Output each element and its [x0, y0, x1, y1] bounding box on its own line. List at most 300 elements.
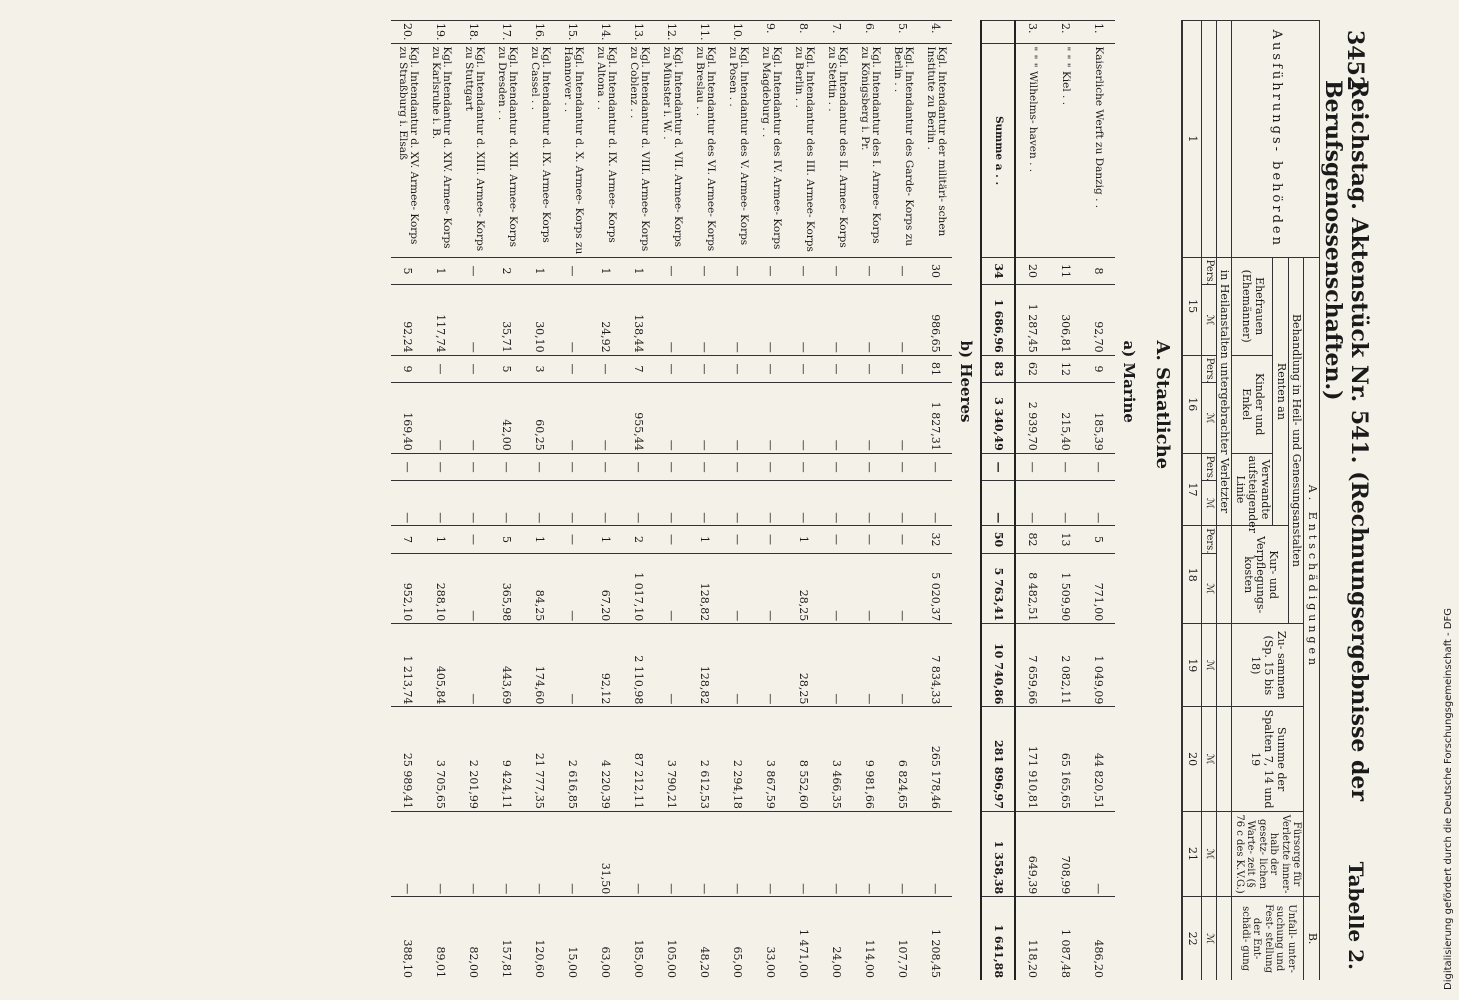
- header-kinder: Kinder und Enkel: [1232, 355, 1273, 453]
- cell-m20: 2 201,99: [457, 707, 490, 811]
- unit-mark: ℳ: [1202, 285, 1217, 355]
- cell-m17: —: [523, 481, 556, 526]
- cell-m18: —: [886, 553, 919, 623]
- cell-m18: —: [457, 553, 490, 623]
- table-row: [622, 21, 655, 981]
- cell-m20: 2 616,85: [556, 707, 589, 811]
- cell-m17: —: [655, 481, 688, 526]
- cell-p16: —: [787, 355, 820, 383]
- cell-p15: —: [853, 257, 886, 285]
- table-row: [886, 21, 919, 981]
- cell-m18: 5 763,41: [981, 553, 1015, 623]
- unit-mark: ℳ: [1202, 383, 1217, 453]
- col-number: 17: [1182, 453, 1202, 525]
- row-number: 8.: [787, 21, 820, 44]
- cell-m21: 708,99: [1049, 811, 1082, 896]
- cell-m17: —: [1015, 481, 1049, 526]
- cell-m17: —: [721, 481, 754, 526]
- row-name: Kgl. Intendantur d. VII. Armee- Korps zu Münster i. W. .: [655, 44, 688, 257]
- cell-m17: —: [919, 481, 952, 526]
- header-unfall: Unfall- unter- suchung und Fest- stellung der Ent- schädi- gung: [1232, 897, 1304, 980]
- cell-p16: 3: [523, 355, 556, 383]
- cell-m19: 128,82: [688, 624, 721, 707]
- cell-m19: —: [820, 624, 853, 707]
- cell-p15: —: [886, 257, 919, 285]
- cell-m22: 1 471,00: [787, 897, 820, 980]
- cell-m19: 405,84: [424, 624, 457, 707]
- cell-m18: —: [721, 553, 754, 623]
- cell-p18: —: [820, 526, 853, 554]
- table-row: [424, 21, 457, 981]
- row-name: " " " Kiel . .: [1049, 44, 1082, 257]
- cell-m18: 771,00: [1082, 553, 1115, 623]
- row-name: Kgl. Intendantur des VI. Armee- Korps zu Breslau . .: [688, 44, 721, 257]
- cell-m17: —: [589, 481, 622, 526]
- cell-m22: 120,60: [523, 897, 556, 980]
- cell-m18: 1 017,10: [622, 553, 655, 623]
- cell-m22: 114,00: [853, 897, 886, 980]
- section-heeres: b) Heeres: [957, 340, 976, 423]
- cell-m16: 1 827,31: [919, 383, 952, 453]
- cell-m21: —: [655, 811, 688, 896]
- table-row: [391, 21, 424, 981]
- cell-m22: 118,20: [1015, 897, 1049, 980]
- cell-m15: —: [556, 285, 589, 355]
- table-row: [589, 21, 622, 981]
- table-row: [688, 21, 721, 981]
- cell-m15: 92,24: [391, 285, 424, 355]
- cell-p17: —: [1015, 453, 1049, 481]
- cell-p16: 62: [1015, 355, 1049, 383]
- cell-m21: —: [622, 811, 655, 896]
- header-b: B.: [1304, 897, 1320, 980]
- table-row: [457, 21, 490, 981]
- row-number: 10.: [721, 21, 754, 44]
- col-number: 16: [1182, 355, 1202, 453]
- header-ausfuehrungsbehoerden: Ausführungs- behörden: [1232, 21, 1320, 258]
- cell-m22: 63,00: [589, 897, 622, 980]
- cell-m20: 25 989,41: [391, 707, 424, 811]
- unit-mark: ℳ: [1202, 553, 1217, 623]
- cell-m17: —: [1082, 481, 1115, 526]
- rotated-table-page: [20, 20, 1380, 980]
- cell-m20: 265 178,46: [919, 707, 952, 811]
- cell-m16: —: [457, 383, 490, 453]
- row-number: 17.: [490, 21, 523, 44]
- cell-m17: —: [391, 481, 424, 526]
- table-label: Tabelle 2.: [1344, 861, 1368, 970]
- cell-m17: —: [490, 481, 523, 526]
- cell-m22: 388,10: [391, 897, 424, 980]
- cell-p17: —: [886, 453, 919, 481]
- header-renten-an: Renten an: [1273, 257, 1289, 526]
- row-name: Kgl. Intendantur des Garde- Korps zu Berlin . .: [886, 44, 919, 257]
- row-name: Kgl. Intendantur des V. Armee- Korps zu Posen . .: [721, 44, 754, 257]
- unit-mark: ℳ: [1202, 624, 1217, 707]
- table-row: [490, 21, 523, 981]
- cell-m22: 486,20: [1082, 897, 1115, 980]
- cell-p18: 7: [391, 526, 424, 554]
- header-zusammen: Zu- sammen (Sp. 15 bis 18): [1232, 624, 1304, 707]
- cell-p17: —: [622, 453, 655, 481]
- cell-p18: 13: [1049, 526, 1082, 554]
- cell-m17: —: [1049, 481, 1082, 526]
- cell-m21: —: [523, 811, 556, 896]
- cell-m21: —: [1082, 811, 1115, 896]
- cell-m16: 2 939,70: [1015, 383, 1049, 453]
- cell-m21: —: [457, 811, 490, 896]
- cell-m18: 5 020,37: [919, 553, 952, 623]
- row-number: 13.: [622, 21, 655, 44]
- unit-pers: Pers.: [1202, 257, 1217, 285]
- results-table: [391, 20, 1320, 980]
- cell-m15: —: [886, 285, 919, 355]
- cell-m19: —: [655, 624, 688, 707]
- cell-m16: 169,40: [391, 383, 424, 453]
- cell-m15: 306,81: [1049, 285, 1082, 355]
- cell-p16: —: [556, 355, 589, 383]
- cell-p17: —: [589, 453, 622, 481]
- page-header: [1320, 20, 1372, 980]
- cell-m20: 6 824,65: [886, 707, 919, 811]
- cell-p16: —: [721, 355, 754, 383]
- cell-m22: 185,00: [622, 897, 655, 980]
- cell-m20: 9 424,11: [490, 707, 523, 811]
- cell-p16: 9: [1082, 355, 1115, 383]
- cell-m15: —: [754, 285, 787, 355]
- cell-m21: —: [919, 811, 952, 896]
- cell-m18: 67,20: [589, 553, 622, 623]
- cell-m16: 60,25: [523, 383, 556, 453]
- row-number: 12.: [655, 21, 688, 44]
- table-row: [523, 21, 556, 981]
- col-number: 21: [1182, 811, 1202, 896]
- cell-m15: —: [787, 285, 820, 355]
- cell-p16: —: [754, 355, 787, 383]
- cell-p18: 5: [490, 526, 523, 554]
- cell-m16: —: [688, 383, 721, 453]
- cell-m22: 33,00: [754, 897, 787, 980]
- table-row: [754, 21, 787, 981]
- cell-p17: —: [1082, 453, 1115, 481]
- row-number: 9.: [754, 21, 787, 44]
- cell-m17: —: [754, 481, 787, 526]
- cell-m20: 87 212,11: [622, 707, 655, 811]
- cell-p18: —: [853, 526, 886, 554]
- cell-p16: —: [589, 355, 622, 383]
- cell-p15: 1: [523, 257, 556, 285]
- row-number: 18.: [457, 21, 490, 44]
- cell-m21: —: [490, 811, 523, 896]
- col-number: 20: [1182, 707, 1202, 811]
- row-name: Kgl. Intendantur des II. Armee- Korps zu Stettin . .: [820, 44, 853, 257]
- cell-m19: 2 110,98: [622, 624, 655, 707]
- cell-p16: 83: [981, 355, 1015, 383]
- cell-m18: 128,82: [688, 553, 721, 623]
- cell-p16: —: [688, 355, 721, 383]
- cell-m18: 84,25: [523, 553, 556, 623]
- cell-m16: —: [754, 383, 787, 453]
- row-number: 4.: [919, 21, 952, 44]
- cell-p16: 7: [622, 355, 655, 383]
- cell-m15: —: [721, 285, 754, 355]
- row-number: 7.: [820, 21, 853, 44]
- cell-m15: —: [820, 285, 853, 355]
- header-blank: [1216, 21, 1232, 258]
- cell-p16: 81: [919, 355, 952, 383]
- cell-p15: 5: [391, 257, 424, 285]
- cell-p18: 1: [523, 526, 556, 554]
- cell-m15: 138,44: [622, 285, 655, 355]
- cell-p15: —: [721, 257, 754, 285]
- row-number: 5.: [886, 21, 919, 44]
- cell-m20: 3 790,21: [655, 707, 688, 811]
- cell-m15: 35,71: [490, 285, 523, 355]
- row-name: Kgl. Intendantur d. XV. Armee- Korps zu Straßburg i. Elsaß: [391, 44, 424, 257]
- cell-m15: 30,10: [523, 285, 556, 355]
- cell-m17: —: [688, 481, 721, 526]
- cell-m17: —: [787, 481, 820, 526]
- cell-m17: —: [457, 481, 490, 526]
- cell-p15: 8: [1082, 257, 1115, 285]
- cell-p16: —: [853, 355, 886, 383]
- cell-m16: —: [721, 383, 754, 453]
- cell-p16: 5: [490, 355, 523, 383]
- table-row: [1049, 21, 1082, 981]
- row-number: 20.: [391, 21, 424, 44]
- cell-p15: 1: [424, 257, 457, 285]
- cell-m18: —: [655, 553, 688, 623]
- row-number: 3.: [1015, 21, 1049, 44]
- cell-m17: —: [981, 481, 1015, 526]
- cell-m15: 92,70: [1082, 285, 1115, 355]
- cell-p17: —: [391, 453, 424, 481]
- table-row: [787, 21, 820, 981]
- cell-m16: —: [853, 383, 886, 453]
- cell-p18: 82: [1015, 526, 1049, 554]
- cell-m16: 215,40: [1049, 383, 1082, 453]
- header-in-heilanstalten: in Heilanstalten untergebrachter Verletzter: [1216, 257, 1232, 526]
- cell-m20: 2 612,53: [688, 707, 721, 811]
- cell-p17: —: [721, 453, 754, 481]
- cell-m16: 42,00: [490, 383, 523, 453]
- cell-m20: 44 820,51: [1082, 707, 1115, 811]
- cell-p18: —: [457, 526, 490, 554]
- cell-p15: 2: [490, 257, 523, 285]
- cell-p15: 1: [622, 257, 655, 285]
- cell-p17: —: [754, 453, 787, 481]
- cell-m19: 7 834,33: [919, 624, 952, 707]
- cell-m21: —: [853, 811, 886, 896]
- row-number: 15.: [556, 21, 589, 44]
- cell-m19: 92,12: [589, 624, 622, 707]
- header-entschaedigungen: A. Entschädigungen: [1304, 257, 1320, 897]
- cell-m19: —: [886, 624, 919, 707]
- cell-m15: 1 686,96: [981, 285, 1015, 355]
- cell-m22: 1 641,88: [981, 897, 1015, 980]
- cell-p15: —: [688, 257, 721, 285]
- cell-p15: —: [754, 257, 787, 285]
- col-number: 15: [1182, 257, 1202, 355]
- cell-m15: 986,65: [919, 285, 952, 355]
- header-heilanstalten: Behandlung in Heil- und Genesungsanstalten: [1288, 257, 1304, 624]
- cell-m18: 288,10: [424, 553, 457, 623]
- section-staatliche: A. Staatliche: [1151, 340, 1173, 470]
- cell-m22: 82,00: [457, 897, 490, 980]
- cell-m21: —: [721, 811, 754, 896]
- cell-m20: 3 867,59: [754, 707, 787, 811]
- page-number: 3452: [1342, 30, 1368, 92]
- cell-m15: —: [457, 285, 490, 355]
- cell-p15: —: [787, 257, 820, 285]
- cell-m16: —: [424, 383, 457, 453]
- cell-p18: 2: [622, 526, 655, 554]
- table-row: [919, 21, 952, 981]
- cell-m15: —: [655, 285, 688, 355]
- cell-m22: 24,00: [820, 897, 853, 980]
- row-number: 1.: [1082, 21, 1115, 44]
- cell-m19: —: [853, 624, 886, 707]
- cell-m18: —: [820, 553, 853, 623]
- cell-p17: —: [457, 453, 490, 481]
- cell-m19: 174,60: [523, 624, 556, 707]
- col-number: 22: [1182, 897, 1202, 980]
- row-name: Kgl. Intendantur d. XIV. Armee- Korps zu Karlsruhe i. B.: [424, 44, 457, 257]
- cell-p15: —: [655, 257, 688, 285]
- cell-m21: —: [556, 811, 589, 896]
- cell-m19: —: [457, 624, 490, 707]
- cell-p18: 1: [787, 526, 820, 554]
- header-fuersorge: Fürsorge für Verletzte inner- halb der gesetz- lichen Warte- zeit (§ 76 c des K.V.G.): [1232, 811, 1304, 896]
- cell-p15: 11: [1049, 257, 1082, 285]
- cell-p18: —: [754, 526, 787, 554]
- table-row: [1015, 21, 1049, 981]
- cell-m15: —: [853, 285, 886, 355]
- unit-mark: ℳ: [1202, 481, 1217, 526]
- cell-m22: 15,00: [556, 897, 589, 980]
- cell-m16: —: [589, 383, 622, 453]
- cell-p17: —: [556, 453, 589, 481]
- cell-m18: —: [556, 553, 589, 623]
- cell-p18: —: [886, 526, 919, 554]
- cell-p17: —: [1049, 453, 1082, 481]
- cell-p18: 32: [919, 526, 952, 554]
- cell-p18: 1: [688, 526, 721, 554]
- cell-m17: —: [556, 481, 589, 526]
- cell-m18: —: [754, 553, 787, 623]
- cell-p17: —: [523, 453, 556, 481]
- cell-m20: 21 777,35: [523, 707, 556, 811]
- cell-p15: 20: [1015, 257, 1049, 285]
- cell-m18: 28,25: [787, 553, 820, 623]
- cell-m21: —: [391, 811, 424, 896]
- col-number: 18: [1182, 526, 1202, 624]
- cell-m19: —: [721, 624, 754, 707]
- row-number: 14.: [589, 21, 622, 44]
- unit-pers: Pers.: [1202, 355, 1217, 383]
- cell-m21: 1 358,38: [981, 811, 1015, 896]
- cell-m17: —: [886, 481, 919, 526]
- cell-m19: 1 213,74: [391, 624, 424, 707]
- row-number: [981, 21, 1015, 44]
- cell-m18: 952,10: [391, 553, 424, 623]
- cell-m21: —: [688, 811, 721, 896]
- col-number: 19: [1182, 624, 1202, 707]
- row-name: " " " Wilhelms- haven . .: [1015, 44, 1049, 257]
- header-ehefrauen: Ehefrauen (Ehemänner): [1232, 257, 1273, 355]
- row-name: Kgl. Intendantur d. XII. Armee- Korps zu Dresden . .: [490, 44, 523, 257]
- cell-m19: —: [556, 624, 589, 707]
- cell-p16: —: [424, 355, 457, 383]
- table-row: [820, 21, 853, 981]
- cell-m22: 1 087,48: [1049, 897, 1082, 980]
- cell-p16: 12: [1049, 355, 1082, 383]
- row-number: 2.: [1049, 21, 1082, 44]
- cell-m21: —: [886, 811, 919, 896]
- cell-m17: —: [820, 481, 853, 526]
- header-summe: Summe der Spalten 7, 14 und 19: [1232, 707, 1304, 811]
- cell-m22: 48,20: [688, 897, 721, 980]
- sum-row: [981, 21, 1015, 981]
- cell-m16: —: [556, 383, 589, 453]
- cell-p15: —: [820, 257, 853, 285]
- cell-p16: —: [820, 355, 853, 383]
- cell-m22: 105,00: [655, 897, 688, 980]
- cell-p18: 5: [1082, 526, 1115, 554]
- cell-m21: 31,50: [589, 811, 622, 896]
- cell-p16: —: [457, 355, 490, 383]
- cell-m17: —: [622, 481, 655, 526]
- cell-m16: —: [886, 383, 919, 453]
- cell-m19: —: [754, 624, 787, 707]
- cell-m22: 1 208,45: [919, 897, 952, 980]
- row-name: Kgl. Intendantur d. XIII. Armee- Korps zu Stuttgart: [457, 44, 490, 257]
- cell-m20: 8 552,60: [787, 707, 820, 811]
- cell-m22: 89,01: [424, 897, 457, 980]
- cell-p18: 1: [424, 526, 457, 554]
- cell-m15: 1 287,45: [1015, 285, 1049, 355]
- cell-p17: —: [853, 453, 886, 481]
- row-name: Kgl. Intendantur d. VIII. Armee- Korps zu Coblenz . .: [622, 44, 655, 257]
- cell-p17: —: [490, 453, 523, 481]
- page-title: Reichstag. Aktenstück Nr. 541. (Rechnungsergebnisse der Berufsgenossenschaften.): [1320, 80, 1372, 802]
- cell-m15: —: [688, 285, 721, 355]
- row-name: Kgl. Intendantur des IV. Armee- Korps zu Magdeburg . .: [754, 44, 787, 257]
- cell-p18: 50: [981, 526, 1015, 554]
- unit-mark: ℳ: [1202, 707, 1217, 811]
- dfg-credit: Digitalisierung gefördert durch die Deutsche Forschungsgemeinschaft - DFG: [1443, 607, 1454, 990]
- row-number: 6.: [853, 21, 886, 44]
- cell-m20: 2 294,18: [721, 707, 754, 811]
- unit-mark: ℳ: [1202, 897, 1217, 980]
- cell-p18: —: [556, 526, 589, 554]
- cell-m20: 281 896,97: [981, 707, 1015, 811]
- cell-p15: 34: [981, 257, 1015, 285]
- cell-m17: —: [424, 481, 457, 526]
- row-name: Summe a . .: [981, 44, 1015, 257]
- cell-m21: —: [424, 811, 457, 896]
- cell-m20: 171 910,81: [1015, 707, 1049, 811]
- row-number: 11.: [688, 21, 721, 44]
- unit-pers: Pers.: [1202, 453, 1217, 481]
- cell-m19: 28,25: [787, 624, 820, 707]
- cell-p17: —: [820, 453, 853, 481]
- cell-m17: —: [853, 481, 886, 526]
- row-name: Kgl. Intendantur des I. Armee- Korps zu Königsberg i. Pr.: [853, 44, 886, 257]
- table-row: [655, 21, 688, 981]
- cell-m16: 955,44: [622, 383, 655, 453]
- table-row: [1082, 21, 1115, 981]
